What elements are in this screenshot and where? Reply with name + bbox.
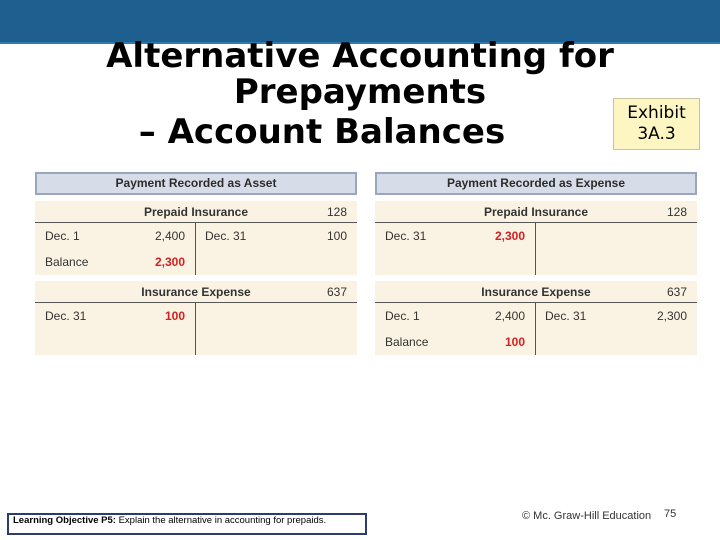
- t-account-prepaid-insurance: [35, 201, 357, 275]
- t-account-insurance-expense: [35, 281, 357, 355]
- exhibit-label-line-1: Exhibit: [627, 103, 686, 123]
- t-account-row: [35, 223, 357, 249]
- t-account-row: [35, 303, 357, 329]
- debit-value: 100: [164, 309, 185, 323]
- account-name: Insurance Expense: [141, 285, 251, 299]
- debit-value: 100: [504, 335, 525, 349]
- title-line-2: – Account Balances: [138, 112, 506, 152]
- credit-label: Dec. 31: [545, 309, 587, 323]
- debit-label: Dec. 31: [385, 229, 427, 243]
- copyright-notice: © Mc. Graw-Hill Education: [522, 510, 652, 522]
- t-account-row: [375, 223, 697, 249]
- account-number: 637: [666, 285, 687, 299]
- t-account-row: [35, 329, 357, 355]
- exhibit-label-line-2: 3A.3: [637, 124, 676, 144]
- account-name: Prepaid Insurance: [143, 205, 249, 219]
- t-account-insurance-expense: [375, 281, 697, 355]
- t-account-row: [375, 329, 697, 355]
- debit-label: Balance: [385, 335, 429, 349]
- debit-label: Balance: [45, 255, 89, 269]
- t-account-prepaid-insurance: [375, 201, 697, 275]
- slide-title: [0, 38, 720, 150]
- panel-header: Payment Recorded as Expense: [375, 172, 697, 195]
- page-number: 75: [664, 508, 677, 520]
- account-name: Prepaid Insurance: [483, 205, 589, 219]
- panel-header: Payment Recorded as Asset: [35, 172, 357, 195]
- debit-value: 2,400: [494, 309, 525, 323]
- credit-label: Dec. 31: [205, 229, 247, 243]
- title-line-1: Alternative Accounting for Prepayments: [106, 36, 614, 112]
- credit-value: 2,300: [656, 309, 687, 323]
- account-number: 128: [666, 205, 687, 219]
- learning-objective-box: [7, 513, 367, 535]
- account-number: 637: [326, 285, 347, 299]
- debit-value: 2,300: [154, 255, 185, 269]
- t-account-row: [375, 303, 697, 329]
- debit-label: Dec. 31: [45, 309, 87, 323]
- debit-label: Dec. 1: [385, 309, 420, 323]
- account-name: Insurance Expense: [481, 285, 591, 299]
- objective-text: Explain the alternative in accounting for prepaids.: [118, 515, 327, 526]
- t-account-row: [375, 249, 697, 275]
- panel-asset: [35, 172, 357, 355]
- credit-value: 100: [326, 229, 347, 243]
- debit-value: 2,400: [154, 229, 185, 243]
- exhibit-label: [613, 98, 700, 150]
- account-number: 128: [326, 205, 347, 219]
- debit-value: 2,300: [494, 229, 525, 243]
- t-account-row: [35, 249, 357, 275]
- objective-label: Learning Objective P5:: [13, 515, 116, 526]
- debit-label: Dec. 1: [45, 229, 80, 243]
- panel-expense: [375, 172, 697, 355]
